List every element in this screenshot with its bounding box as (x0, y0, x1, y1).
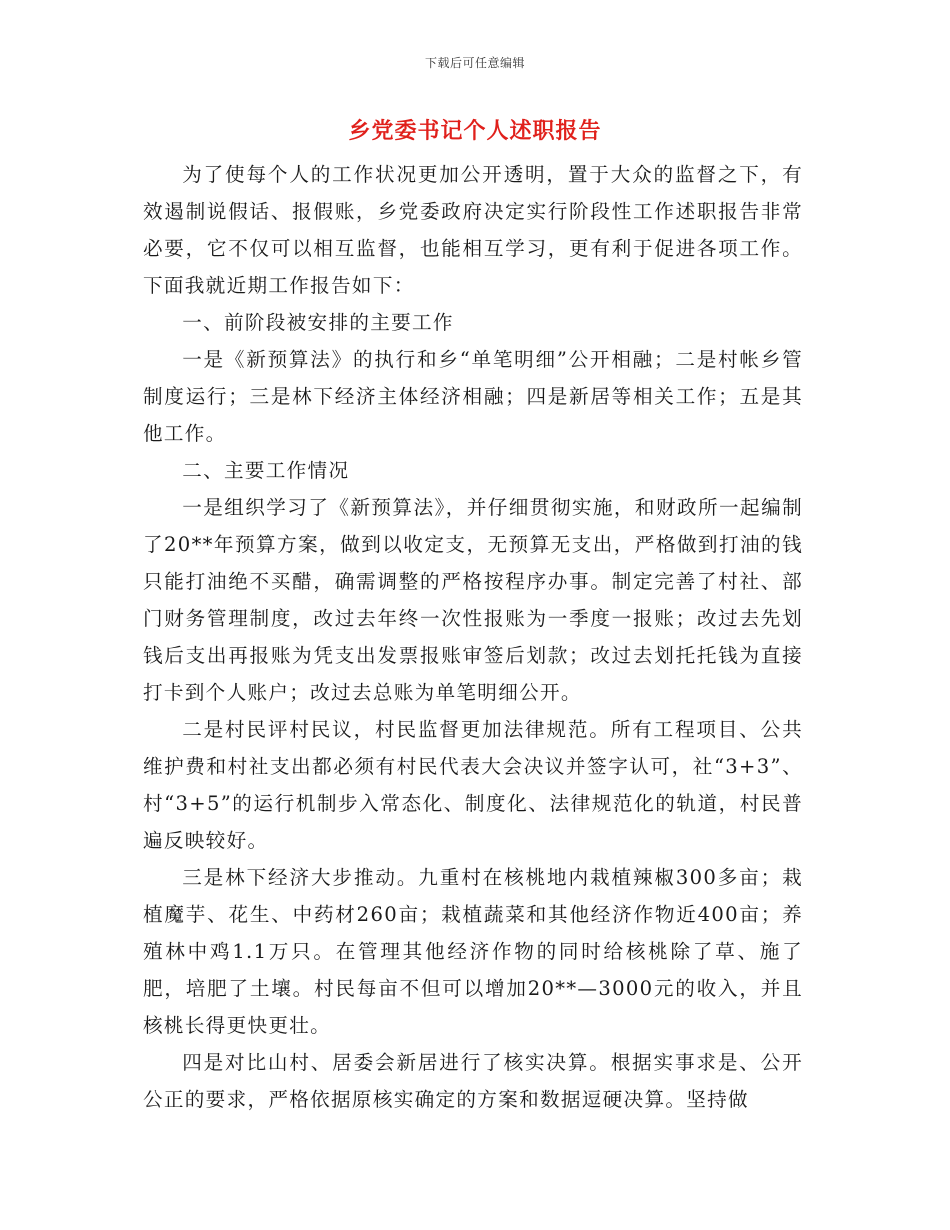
paragraph-new-residence: 四是对比山村、居委会新居进行了核实决算。根据实事求是、公开公正的要求，严格依据原核实确定的方案和数据逗硬决算。坚持做 (143, 1051, 803, 1111)
header-note: 下载后可任意编辑 (424, 56, 525, 70)
paragraph-intro: 为了使每个人的工作状况更加公开透明，置于大众的监督之下，有效遏制说假话、报假账，乡党委政府决定实行阶段性工作述职报告非常必要，它不仅可以相互监督，也能相互学习，更有利于促进各项工作。下面我就近期工作报告如下： (143, 163, 803, 297)
document-title: 乡党委书记个人述职报告 (348, 118, 602, 144)
document-body (143, 156, 803, 1118)
paragraph-villager-review: 二是村民评村民议，村民监督更加法律规范。所有工程项目、公共维护费和村社支出都必须有村民代表大会决议并签字认可，社“3+3”、村“3+5”的运行机制步入常态化、制度化、法律规范化的轨道，村民普遍反映较好。 (143, 718, 803, 852)
paragraph-forest-economy: 三是林下经济大步推动。九重村在核桃地内栽植辣椒300多亩；栽植魔芋、花生、中药材260亩；栽植蔬菜和其他经济作物近400亩；养殖林中鸡1.1万只。在管理其他经济作物的同时给核桃除了草、施了肥，培肥了土壤。村民每亩不但可以增加20**—3000元的收入，并且核桃长得更快更壮。 (143, 866, 803, 1037)
section-heading-2: 二、主要工作情况 (182, 459, 350, 482)
section-heading-1: 一、前阶段被安排的主要工作 (182, 311, 454, 334)
paragraph-assigned-work: 一是《新预算法》的执行和乡“单笔明细”公开相融；二是村帐乡管制度运行；三是林下经济主体经济相融；四是新居等相关工作；五是其他工作。 (143, 348, 803, 445)
paragraph-budget-law: 一是组织学习了《新预算法》，并仔细贯彻实施，和财政所一起编制了20**年预算方案，做到以收定支，无预算无支出，严格做到打油的钱只能打油绝不买醋，确需调整的严格按程序办事。制定完善了村社、部门财务管理制度，改过去年终一次性报账为一季度一报账；改过去先划钱后支出再报账为凭支出发票报账审签后划款；改过去划托托钱为直接打卡到个人账户；改过去总账为单笔明细公开。 (143, 496, 803, 704)
